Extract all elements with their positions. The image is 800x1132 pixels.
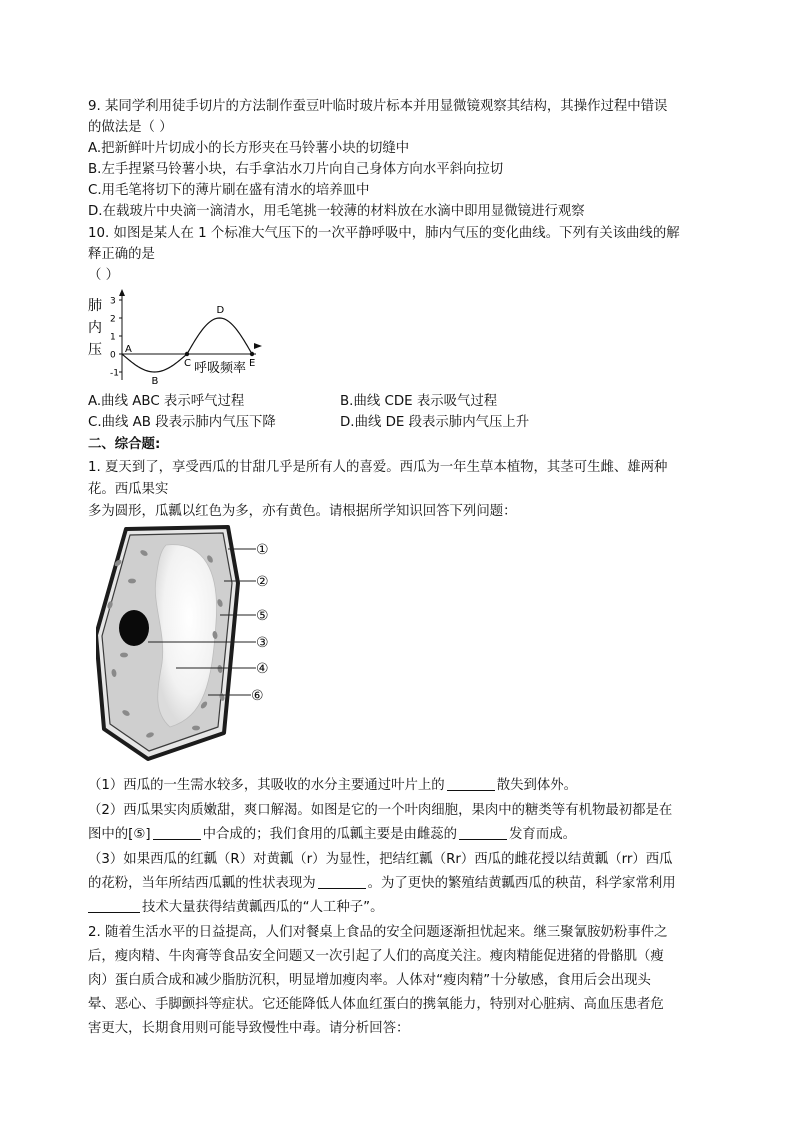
s1-q3-line3 [88,898,384,918]
s1-q3-text-d: 技术大量获得结黄瓤西瓜的“人工种子”。 [142,900,384,915]
s1-q1-text-a: （1）西瓜的一生需水较多，其吸收的水分主要通过叶片上的 [88,778,445,793]
s1-q2-line2 [88,825,576,845]
q9-stem-line1: 9. 某同学利用徒手切片的方法制作蚕豆叶临时玻片标本并用显微镜观察其结构，其操作过程中错误 [88,99,668,114]
q10-option-a: A.曲线 ABC 表示呼气过程 [88,394,245,409]
s2-line5: 害更大，长期食用则可能导致慢性中毒。请分析回答： [88,1021,410,1036]
q9-stem-line2: 的做法是（ ） [88,120,173,135]
chart-y-tick-label: 1 [110,332,116,343]
chart-point-C [185,352,189,356]
chart-point-label-A: A [125,344,132,355]
chart-x-axis-arrow [254,343,262,349]
chart-point-label-E: E [249,358,256,369]
cell-label-5: ⑤ [256,608,269,624]
s1-q3-text-b: 的花粉，当年所结西瓜瓤的性状表现为 [88,876,316,891]
s1-q2-blank-2[interactable] [459,825,507,840]
chart-y-tick-label: 2 [110,314,116,325]
s1-q1-text-b: 散失到体外。 [496,778,578,793]
s2-line4: 晕、恶心、手脚颤抖等症状。它还能降低人体血红蛋白的携氧能力，特别对心脏病、高血压患者危 [88,997,664,1012]
cell-label-1: ① [256,542,269,558]
chart-y-axis-arrow [119,289,125,296]
s1-q2-text-d: 发育而成。 [509,827,576,842]
chart-xlabel: 呼吸频率 [194,361,247,376]
s1-q3-line1: （3）如果西瓜的红瓤（R）对黄瓤（r）为显性，把结红瓤（Rr）西瓜的雌花授以结黄瓤（rr）西瓜 [88,852,673,867]
cell-label-2: ② [256,574,269,590]
chart-ylabel-char-3: 压 [88,342,102,358]
cell-label-6: ⑥ [251,688,264,704]
s1-intro-line3: 多为圆形，瓜瓤以红色为多，亦有黄色。请根据所学知识回答下列问题： [88,504,517,519]
chart-ylabel-char-2: 内 [88,320,102,336]
chart-point-label-D: D [216,305,225,316]
q10-option-c: C.曲线 AB 段表示肺内气压下降 [88,415,276,430]
nucleus [119,610,149,646]
chart-y-tick-label: 3 [110,296,116,307]
chart-ylabel-char-1: 肺 [88,298,102,314]
s1-q3-blank-2[interactable] [88,898,140,913]
q9-option-a: A.把新鲜叶片切成小的长方形夹在马铃薯小块的切缝中 [88,141,410,156]
q10-stem-line1: 10. 如图是某人在 1 个标准大气压下的一次平静呼吸中，肺内气压的变化曲线。下列有关该曲线的解 [88,226,680,241]
cell-label-3: ③ [256,635,269,651]
s1-intro-line1: 1. 夏天到了，享受西瓜的甘甜几乎是所有人的喜爱。西瓜为一年生草本植物，其茎可生雌、雄两种 [88,460,668,475]
lung-pressure-chart [86,288,272,388]
s1-q1-blank[interactable] [447,776,495,791]
cell-label-4: ④ [256,661,269,677]
s2-line1: 2. 随着生活水平的日益提高，人们对餐桌上食品的安全问题逐渐担忧起来。继三聚氰胺奶粉事件之 [88,925,668,940]
q10-option-d: D.曲线 DE 段表示肺内气压上升 [340,415,530,430]
q10-answer-paren: （ ） [88,268,120,283]
s1-q3-text-c: 。为了更快的繁殖结黄瓤西瓜的秧苗，科学家常利用 [367,876,676,891]
chart-point-E [250,352,254,356]
chart-y-tick-label: -1 [110,368,119,379]
q9-option-b: B.左手捏紧马铃薯小块，右手拿沾水刀片向自己身体方向水平斜向拉切 [88,162,504,177]
q10-stem-line2: 释正确的是 [88,247,155,262]
s1-q2-line1: （2）西瓜果实肉质嫩甜，爽口解渴。如图是它的一个叶肉细胞，果肉中的糖类等有机物最初都是在 [88,803,673,818]
q10-option-b: B.曲线 CDE 表示吸气过程 [340,394,498,409]
chart-point-label-C: C [184,358,191,369]
s1-q2-text-b: 图中的[⑤] [88,827,151,842]
q9-option-d: D.在载玻片中央滴一滴清水，用毛笔挑一较薄的材料放在水滴中即用显微镜进行观察 [88,204,585,219]
s1-q3-line2 [88,874,676,894]
s1-q1-line [88,776,577,796]
leaf-cell-diagram [96,523,296,763]
s1-q2-blank-1[interactable] [153,825,201,840]
s2-line2: 后，瘦肉精、牛肉膏等食品安全问题又一次引起了人们的高度关注。瘦肉精能促进猪的骨骼肌（瘦 [88,949,664,964]
s1-q2-text-c: 中合成的；我们食用的瓜瓤主要是由雌蕊的 [202,827,458,842]
s1-q3-blank-1[interactable] [318,874,366,889]
s1-intro-line2: 花。西瓜果实 [88,482,169,497]
s2-line3: 肉）蛋白质合成和减少脂肪沉积，明显增加瘦肉率。人体对“瘦肉精”十分敏感，食用后会出现头 [88,973,651,988]
section-heading: 二、综合题: [88,437,161,452]
chart-point-label-B: B [151,376,159,387]
chart-y-tick-label: 0 [110,350,116,361]
q9-option-c: C.用毛笔将切下的薄片刷在盛有清水的培养皿中 [88,183,370,198]
